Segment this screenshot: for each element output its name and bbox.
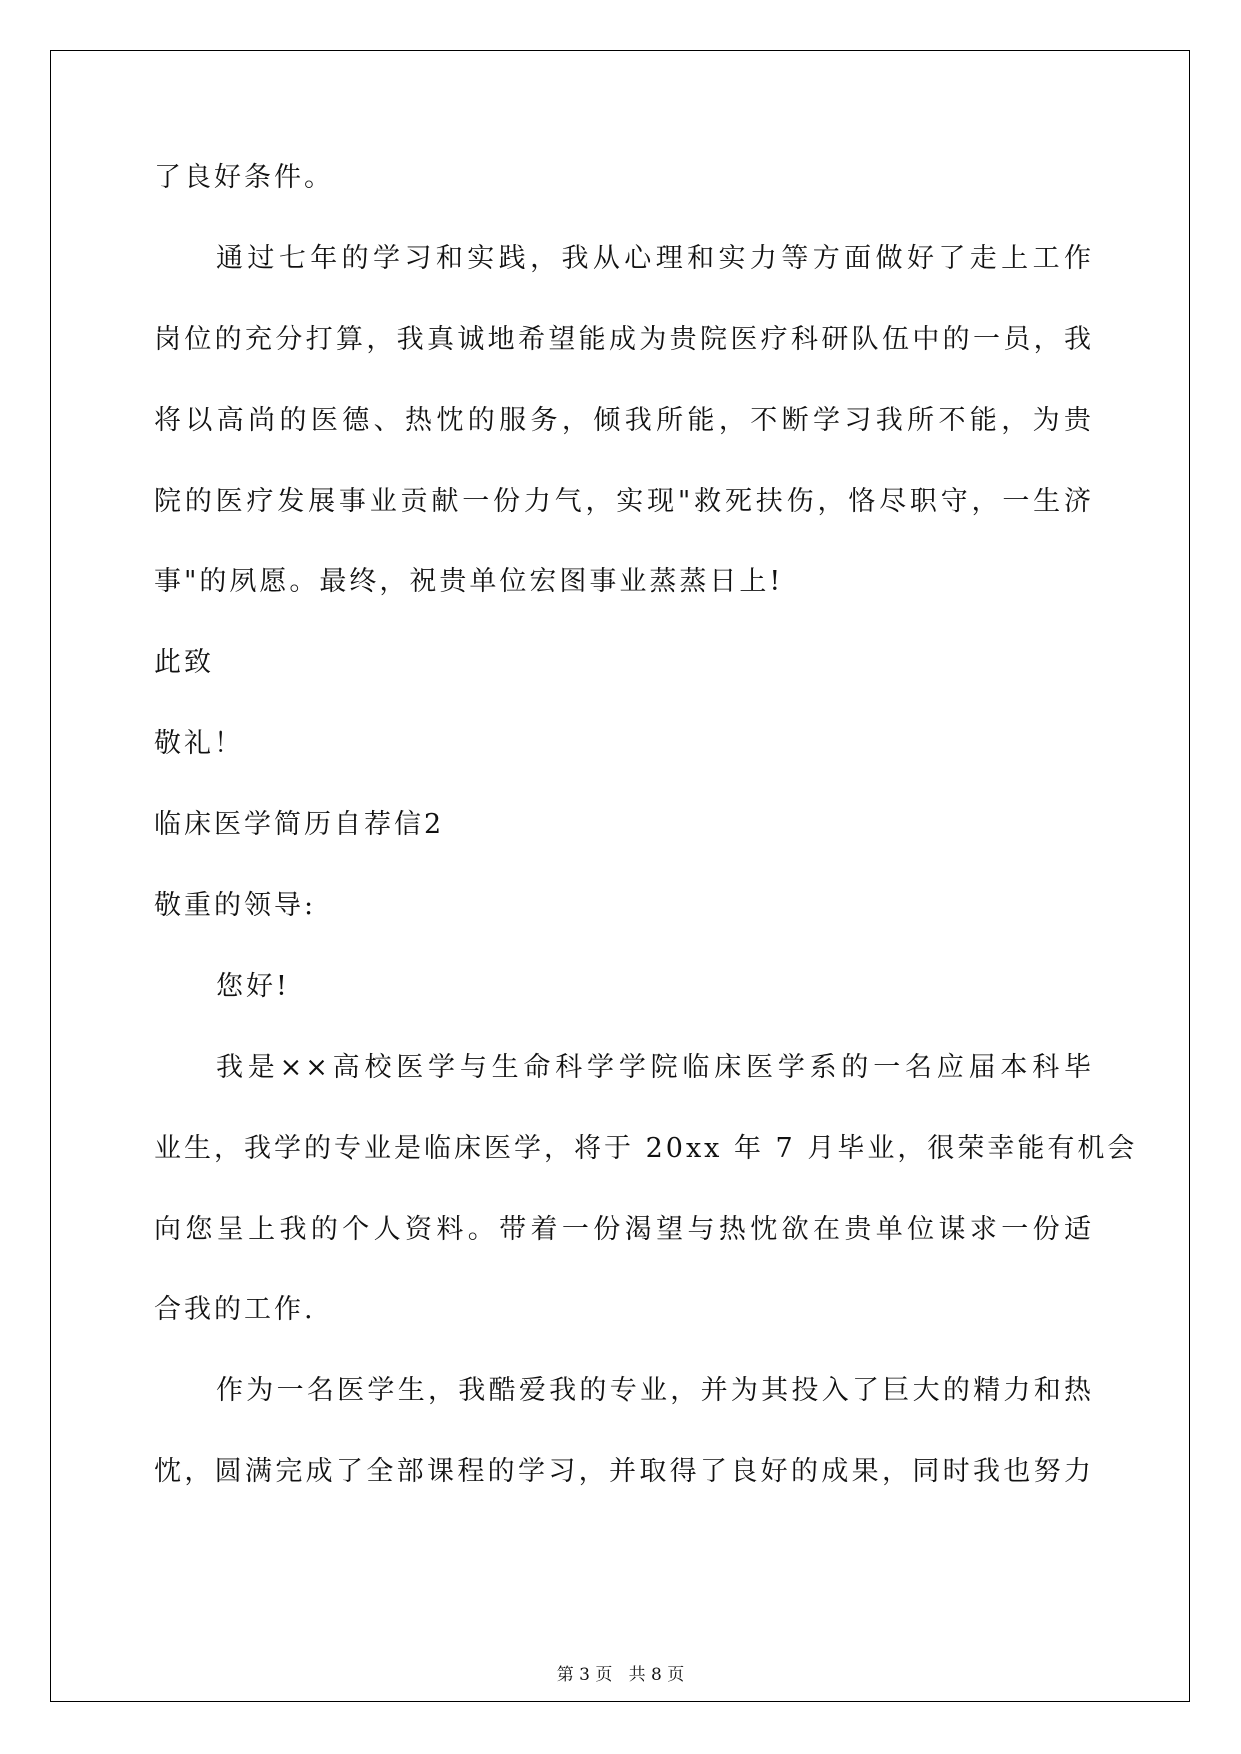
greeting-hello: 您好!: [216, 970, 290, 1002]
page-number: 第 3 页: [556, 1665, 613, 1685]
section-title: 临床医学简历自荐信2: [154, 809, 445, 841]
text-line: 了良好条件。: [154, 162, 334, 193]
paragraph-line: 忱，圆满完成了全部课程的学习，并取得了良好的成果，同时我也努力: [154, 1456, 1094, 1488]
paragraph-line: 作为一名医学生，我酷爱我的专业，并为其投入了巨大的精力和热: [216, 1375, 1094, 1407]
page-total: 共 8 页: [628, 1665, 685, 1685]
greeting: 敬重的领导:: [154, 890, 317, 922]
closing-salutation: 此致: [154, 647, 214, 679]
paragraph-line: 院的医疗发展事业贡献一份力气，实现"救死扶伤，恪尽职守，一生济: [154, 485, 1094, 517]
paragraph-line: 通过七年的学习和实践，我从心理和实力等方面做好了走上工作: [216, 242, 1094, 274]
paragraph-line: 业生，我学的专业是临床医学，将于 20xx 年 7 月毕业，很荣幸能有机会: [154, 1132, 1138, 1164]
paragraph-line: 我是××高校医学与生命科学学院临床医学系的一名应届本科毕: [216, 1051, 1094, 1083]
document-body: [154, 160, 1138, 1535]
paragraph-line: 将以高尚的医德、热忱的服务，倾我所能，不断学习我所不能，为贵: [154, 404, 1094, 436]
closing-regards: 敬礼！: [154, 728, 244, 760]
paragraph-line: 合我的工作.: [154, 1294, 316, 1326]
paragraph-line: 向您呈上我的个人资料。带着一份渴望与热忱欲在贵单位谋求一份适: [154, 1213, 1094, 1245]
page-footer: [0, 1660, 1241, 1685]
paragraph-line: 事"的夙愿。最终，祝贵单位宏图事业蒸蒸日上!: [154, 566, 784, 598]
paragraph-line: 岗位的充分打算，我真诚地希望能成为贵院医疗科研队伍中的一员，我: [154, 323, 1094, 355]
